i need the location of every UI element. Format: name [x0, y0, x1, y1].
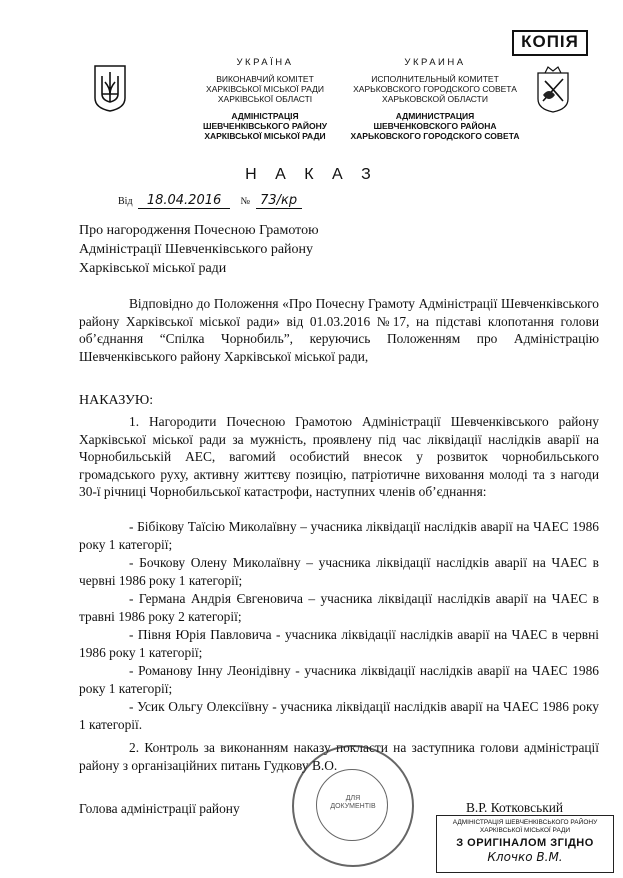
awardee-item: - Бібікову Таїсію Миколаївну – учасника ліквідації наслідків аварії на ЧАЕС 1986 року 1 категорії; — [79, 519, 599, 552]
signatory-name: В.Р. Котковський — [466, 800, 564, 815]
item-1-paragraph: 1. Нагородити Почесною Грамотою Адміністрації Шевченківського району Харківської міської ради за мужність, проявлену під час ліквідації наслідків аварії на Чорнобильській АЕС, вагомий особистий внесок у розвиток чорнобильського громадського руху, активну життєву позицію, патріотичне виховання молоді та з нагоди 30-ї річниці Чорнобильської катастрофи, наступних членів об’єднання: — [79, 414, 599, 499]
round-seal-stamp — [292, 745, 414, 867]
org-line: ХАРКІВСЬКОЇ МІСЬКОЇ РАДИ — [206, 84, 324, 94]
admin-line: АДМІНІСТРАЦІЯ — [231, 111, 299, 121]
date-number-line — [118, 193, 302, 209]
org-line: ХАРКІВСЬКОЇ ОБЛАСТІ — [217, 94, 313, 104]
header-russian — [330, 58, 540, 141]
awardee-item: - Півня Юрія Павловича - учасника ліквідації наслідків аварії на ЧАЕС в червні 1986 року 1 категорії; — [79, 627, 599, 660]
number-field — [256, 193, 302, 209]
preamble-paragraph: Відповідно до Положення «Про Почесну Грамоту Адміністрації Шевченківського району Харківської міської ради» від 01.03.2016 №17, на підставі клопотання голови об’єднання “Спілка Чорнобиль”, керуючись Положенням про Адміністрацію Шевченківського району Харківської міської ради, — [79, 296, 599, 364]
item-2-paragraph: 2. Контроль за виконанням наказу покласти на заступника голови адміністрації району з організаційних питань Гудкову В.О. — [79, 740, 599, 773]
trident-emblem-icon — [93, 64, 127, 112]
admin-line: ХАРКІВСЬКОЇ МІСЬКОЇ РАДИ — [204, 131, 326, 141]
awardee-item: - Романову Інну Леонідівну - учасника ліквідації наслідків аварії на ЧАЕС 1986 року 1 категорії; — [79, 663, 599, 696]
subject-line: Про нагородження Почесною Грамотою — [79, 223, 319, 238]
country-name: УКРАИНА — [404, 57, 466, 68]
seal-text-line: ДОКУМЕНТІВ — [330, 803, 376, 810]
date-value: 18.04.2016 — [146, 193, 222, 208]
admin-line: ШЕВЧЕНКОВСКОГО РАЙОНА — [373, 121, 497, 131]
number-label: № — [240, 196, 251, 207]
awardee-item: - Германа Андрія Євгеновича – учасника ліквідації наслідків аварії на ЧАЕС в травні 1986 року 2 категорії; — [79, 591, 599, 624]
signatory-position: Голова адміністрації району — [79, 801, 240, 816]
date-field — [138, 193, 230, 209]
admin-line: ХАРЬКОВСКОГО ГОРОДСКОГО СОВЕТА — [350, 131, 520, 141]
seal-text-line: ДЛЯ — [345, 795, 361, 802]
org-line: ХАРЬКОВСКОГО ГОРОДСКОГО СОВЕТА — [353, 84, 517, 94]
document-title: Н А К А З — [245, 166, 378, 183]
admin-line: ШЕВЧЕНКІВСЬКОГО РАЙОНУ — [202, 121, 328, 131]
number-value: 73/кр — [260, 193, 298, 208]
cert-line: ХАРКІВСЬКОЇ МІСЬКОЇ РАДИ — [479, 827, 571, 834]
cert-title: З ОРИГІНАЛОМ ЗГІДНО — [456, 837, 594, 849]
certification-stamp — [436, 815, 614, 873]
kharkiv-emblem-icon — [535, 65, 571, 113]
admin-line: АДМИНИСТРАЦИЯ — [395, 111, 475, 121]
date-label: Від — [118, 196, 133, 207]
country-name: УКРАЇНА — [236, 57, 294, 68]
copy-stamp: КОПІЯ — [512, 30, 588, 56]
cert-line: АДМІНІСТРАЦІЯ ШЕВЧЕНКІВСЬКОГО РАЙОНУ — [452, 819, 598, 826]
awardee-item: - Бочкову Олену Миколаївну – учасника ліквідації наслідків аварії на ЧАЕС в червні 1986 року 1 категорії; — [79, 555, 599, 588]
order-heading: НАКАЗУЮ: — [79, 393, 154, 408]
subject-line: Адміністрації Шевченківського району — [79, 242, 314, 257]
subject-block — [79, 221, 369, 278]
org-line: ИСПОЛНИТЕЛЬНЫЙ КОМИТЕТ — [371, 74, 499, 84]
org-line: ХАРЬКОВСКОЙ ОБЛАСТИ — [382, 94, 488, 104]
org-line: ВИКОНАВЧИЙ КОМІТЕТ — [216, 74, 314, 84]
awardee-item: - Усик Ольгу Олексіївну - учасника ліквідації наслідків аварії на ЧАЕС 1986 року 1 категорії. — [79, 699, 599, 732]
subject-line: Харківської міської ради — [79, 261, 227, 276]
cert-handwritten: Клочко В.М. — [487, 850, 563, 864]
seal-text — [294, 795, 412, 811]
